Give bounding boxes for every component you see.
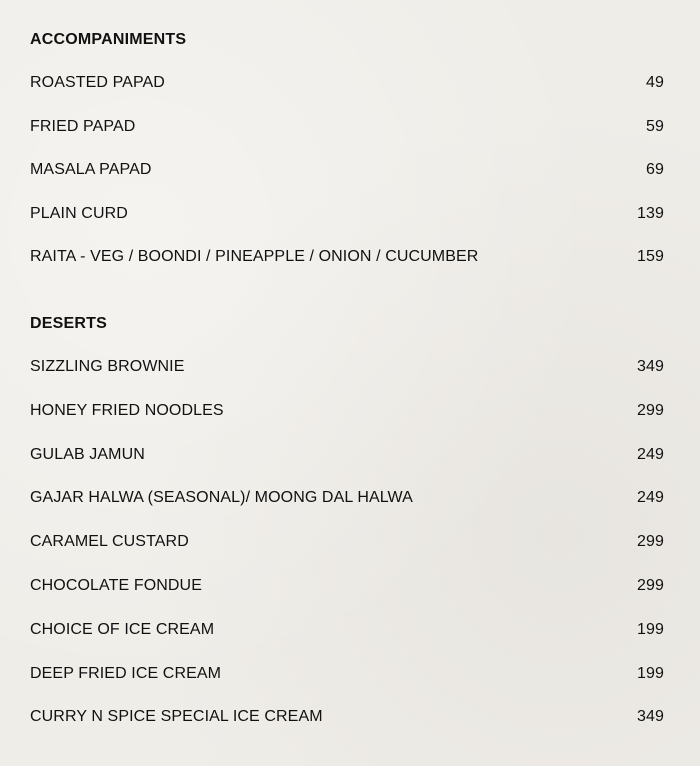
menu-item-name: CURRY N SPICE SPECIAL ICE CREAM xyxy=(30,708,323,726)
menu-item-name: FRIED PAPAD xyxy=(30,117,136,135)
menu-item-price: 349 xyxy=(637,708,664,726)
accompaniments-section xyxy=(30,29,664,268)
menu-item-price: 59 xyxy=(646,117,664,135)
menu-item-name: PLAIN CURD xyxy=(30,204,128,222)
menu-item xyxy=(30,531,664,553)
menu-item-price: 199 xyxy=(637,620,664,638)
deserts-section xyxy=(30,313,664,728)
menu-item-price: 49 xyxy=(646,74,664,91)
menu-item-name: GULAB JAMUN xyxy=(30,445,145,463)
menu-item xyxy=(30,356,664,378)
menu-item-price: 249 xyxy=(637,445,664,463)
menu-item-name: MASALA PAPAD xyxy=(30,161,152,178)
section-heading-deserts: DESERTS xyxy=(30,315,107,332)
menu-item xyxy=(30,159,664,181)
deserts-list xyxy=(30,356,664,728)
menu-item xyxy=(30,487,664,509)
menu-item-price: 299 xyxy=(637,576,664,594)
menu-item-price: 199 xyxy=(637,664,664,682)
menu-item xyxy=(30,706,664,728)
menu-item-name: CHOCOLATE FONDUE xyxy=(30,576,202,594)
menu-item-price: 299 xyxy=(637,533,664,551)
menu-item-price: 139 xyxy=(637,204,664,222)
menu-item xyxy=(30,444,664,466)
menu-item xyxy=(30,203,664,225)
menu-item-price: 299 xyxy=(637,401,664,419)
menu-item xyxy=(30,400,664,422)
menu-item-name: GAJAR HALWA (SEASONAL)/ MOONG DAL HALWA xyxy=(30,489,413,507)
menu-item-name: ROASTED PAPAD xyxy=(30,74,165,91)
section-heading-accompaniments: ACCOMPANIMENTS xyxy=(30,31,187,48)
menu-item xyxy=(30,116,664,138)
menu-item xyxy=(30,72,664,94)
menu-item xyxy=(30,575,664,597)
menu-item-price: 249 xyxy=(637,489,664,507)
menu-item xyxy=(30,663,664,685)
menu-item xyxy=(30,246,664,268)
menu-item-price: 69 xyxy=(646,161,664,178)
menu-item-name: DEEP FRIED ICE CREAM xyxy=(30,664,222,682)
menu-item xyxy=(30,619,664,641)
menu-item-name: SIZZLING BROWNIE xyxy=(30,358,185,375)
menu-item-name: RAITA - VEG / BOONDI / PINEAPPLE / ONION / CUCUMBER xyxy=(30,248,479,265)
menu-item-name: CHOICE OF ICE CREAM xyxy=(30,620,215,638)
menu-item-price: 349 xyxy=(637,358,664,375)
menu-item-name: CARAMEL CUSTARD xyxy=(30,533,189,551)
menu-item-name: HONEY FRIED NOODLES xyxy=(30,401,224,419)
accompaniments-list xyxy=(30,72,664,268)
menu-item-price: 159 xyxy=(637,248,664,265)
